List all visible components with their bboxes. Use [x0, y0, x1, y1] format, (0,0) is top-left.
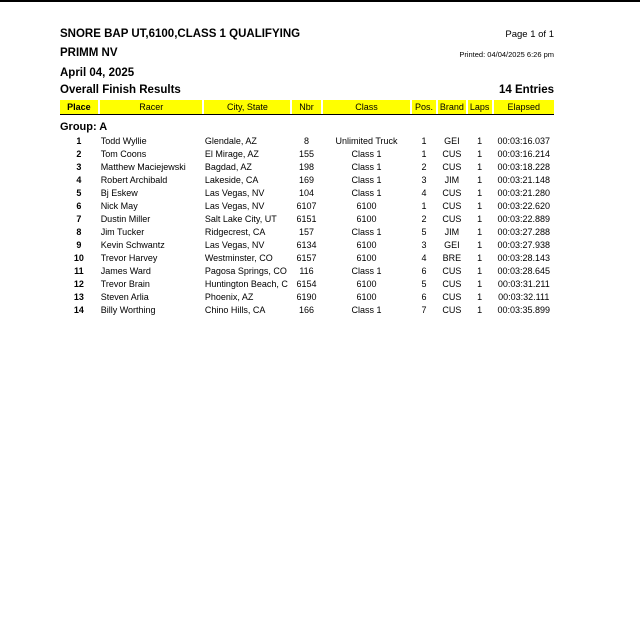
header-line-4	[60, 79, 554, 96]
cell-place: 12	[73, 279, 84, 289]
column-city-state: City, State	[204, 100, 290, 114]
cell-place: 14	[73, 305, 84, 315]
table-row	[60, 148, 554, 161]
cell-racer: Trevor Brain	[100, 279, 150, 289]
table-row	[60, 226, 554, 239]
cell-nbr: 8	[304, 136, 310, 146]
cell-elapsed: 00:03:35.899	[497, 305, 551, 315]
cell-pos: 5	[421, 227, 427, 237]
cell-laps: 1	[477, 227, 483, 237]
cell-nbr: 116	[299, 266, 314, 276]
cell-laps: 1	[477, 253, 483, 263]
cell-class: Class 1	[351, 227, 382, 237]
cell-brand: CUS	[442, 305, 462, 315]
cell-place: 2	[76, 149, 82, 159]
cell-racer: Tom Coons	[100, 149, 147, 159]
cell-laps: 1	[477, 188, 483, 198]
cell-nbr: 155	[298, 149, 315, 159]
column-class: Class	[323, 100, 410, 114]
cell-racer: Jim Tucker	[100, 227, 145, 237]
cell-racer: James Ward	[100, 266, 151, 276]
cell-class: Class 1	[351, 149, 382, 159]
column-pos: Pos.	[412, 100, 436, 114]
cell-city-state: Phoenix, AZ	[204, 292, 254, 302]
cell-city-state: Las Vegas, NV	[204, 240, 265, 250]
cell-racer: Trevor Harvey	[100, 253, 158, 263]
cell-city-state: Glendale, AZ	[204, 136, 257, 146]
cell-place: 5	[76, 188, 82, 198]
cell-racer: Matthew Maciejewski	[100, 162, 186, 172]
cell-pos: 6	[421, 292, 427, 302]
cell-class: 6100	[356, 201, 377, 211]
cell-laps: 1	[477, 201, 483, 211]
cell-place: 10	[73, 253, 84, 263]
cell-brand: GEI	[444, 136, 460, 146]
cell-nbr: 6134	[296, 240, 317, 250]
table-row	[60, 213, 554, 226]
cell-elapsed: 00:03:16.214	[497, 149, 551, 159]
cell-laps: 1	[477, 266, 483, 276]
cell-racer: Steven Arlia	[100, 292, 149, 302]
cell-place: 11	[74, 266, 84, 276]
cell-brand: CUS	[442, 214, 462, 224]
cell-elapsed: 00:03:18.228	[497, 162, 551, 172]
column-brand: Brand	[439, 102, 464, 112]
cell-nbr: 104	[298, 188, 315, 198]
cell-pos: 4	[421, 253, 427, 263]
cell-brand: CUS	[442, 149, 462, 159]
table-row	[60, 304, 554, 317]
table-row	[60, 187, 554, 200]
cell-place: 9	[76, 240, 82, 250]
cell-class: 6100	[356, 214, 377, 224]
column-racer: Racer	[100, 100, 202, 114]
header-line-3	[60, 59, 554, 79]
cell-city-state: Chino Hills, CA	[204, 305, 266, 315]
cell-pos: 1	[421, 149, 427, 159]
cell-nbr: 6107	[296, 201, 317, 211]
group-label: Group: A	[60, 121, 108, 133]
cell-racer: Bj Eskew	[100, 188, 138, 198]
cell-elapsed: 00:03:28.645	[497, 266, 551, 276]
cell-elapsed: 00:03:28.143	[497, 253, 551, 263]
cell-class: 6100	[356, 279, 377, 289]
cell-laps: 1	[477, 240, 483, 250]
cell-elapsed: 00:03:21.280	[497, 188, 551, 198]
table-row	[60, 278, 554, 291]
cell-elapsed: 00:03:32.111	[498, 292, 550, 302]
cell-class: 6100	[356, 292, 377, 302]
event-title: SNORE BAP UT,6100,CLASS 1 QUALIFYING	[60, 28, 301, 40]
top-border	[0, 0, 640, 2]
event-date: April 04, 2025	[60, 67, 135, 79]
cell-elapsed: 00:03:21.148	[497, 175, 551, 185]
table-row	[60, 174, 554, 187]
cell-place: 4	[76, 175, 82, 185]
cell-racer: Kevin Schwantz	[100, 240, 165, 250]
cell-elapsed: 00:03:22.889	[497, 214, 551, 224]
cell-city-state: Huntington Beach, C	[204, 279, 288, 289]
cell-pos: 1	[421, 136, 427, 146]
cell-nbr: 157	[298, 227, 315, 237]
cell-city-state: Salt Lake City, UT	[204, 214, 277, 224]
column-header-row	[60, 100, 554, 115]
cell-brand: JIM	[444, 227, 460, 237]
cell-laps: 1	[477, 175, 483, 185]
cell-pos: 1	[421, 201, 427, 211]
cell-racer: Dustin Miller	[100, 214, 151, 224]
table-row	[60, 252, 554, 265]
table-row	[60, 239, 554, 252]
cell-brand: CUS	[442, 188, 462, 198]
cell-class: Unlimited Truck	[335, 136, 398, 146]
table-row	[60, 291, 554, 304]
cell-racer: Robert Archibald	[100, 175, 168, 185]
cell-elapsed: 00:03:31.211	[497, 279, 550, 289]
cell-nbr: 6190	[296, 292, 317, 302]
cell-city-state: Las Vegas, NV	[204, 201, 265, 211]
cell-brand: JIM	[444, 175, 460, 185]
cell-class: Class 1	[351, 188, 382, 198]
cell-elapsed: 00:03:27.938	[497, 240, 551, 250]
cell-city-state: Pagosa Springs, CO	[204, 266, 287, 276]
cell-city-state: Bagdad, AZ	[204, 162, 252, 172]
cell-place: 1	[76, 136, 82, 146]
cell-place: 13	[73, 292, 84, 302]
cell-nbr: 166	[298, 305, 315, 315]
cell-laps: 1	[477, 162, 483, 172]
cell-brand: CUS	[442, 162, 462, 172]
entries-count: 14 Entries	[499, 84, 554, 96]
table-row	[60, 161, 554, 174]
column-place: Place	[60, 100, 98, 114]
cell-city-state: Ridgecrest, CA	[204, 227, 266, 237]
column-elapsed: Elapsed	[494, 100, 554, 114]
cell-city-state: El Mirage, AZ	[204, 149, 259, 159]
cell-city-state: Westminster, CO	[204, 253, 273, 263]
cell-laps: 1	[477, 292, 483, 302]
cell-pos: 5	[421, 279, 427, 289]
cell-nbr: 6154	[296, 279, 317, 289]
cell-brand: CUS	[442, 292, 462, 302]
results-rows	[60, 135, 554, 317]
cell-elapsed: 00:03:27.288	[497, 227, 551, 237]
cell-nbr: 198	[298, 162, 315, 172]
column-nbr: Nbr	[292, 100, 321, 114]
cell-laps: 1	[477, 214, 483, 224]
cell-class: Class 1	[351, 162, 382, 172]
cell-nbr: 169	[298, 175, 315, 185]
printed-timestamp: Printed: 04/04/2025 6:26 pm	[459, 50, 554, 59]
table-row	[60, 265, 554, 278]
cell-pos: 4	[421, 188, 427, 198]
cell-city-state: Las Vegas, NV	[204, 188, 265, 198]
cell-laps: 1	[477, 149, 483, 159]
cell-brand: CUS	[442, 201, 462, 211]
cell-pos: 2	[421, 214, 427, 224]
cell-laps: 1	[477, 279, 483, 289]
cell-class: 6100	[356, 253, 377, 263]
cell-place: 8	[76, 227, 82, 237]
cell-place: 3	[76, 162, 82, 172]
cell-class: Class 1	[351, 305, 382, 315]
cell-pos: 7	[421, 305, 427, 315]
results-title: Overall Finish Results	[60, 84, 181, 96]
cell-elapsed: 00:03:22.620	[497, 201, 551, 211]
cell-brand: CUS	[442, 266, 462, 276]
cell-brand: CUS	[442, 279, 462, 289]
cell-laps: 1	[477, 136, 483, 146]
cell-pos: 3	[421, 240, 427, 250]
cell-brand: GEI	[444, 240, 460, 250]
column-laps: Laps	[468, 100, 492, 114]
cell-place: 7	[76, 214, 82, 224]
cell-racer: Billy Worthing	[100, 305, 156, 315]
cell-elapsed: 00:03:16.037	[497, 136, 551, 146]
table-row	[60, 200, 554, 213]
cell-pos: 3	[421, 175, 427, 185]
header-line-2	[60, 40, 554, 59]
results-document	[60, 22, 554, 317]
cell-laps: 1	[477, 305, 483, 315]
page-info: Page 1 of 1	[505, 29, 554, 40]
cell-pos: 6	[421, 266, 427, 276]
cell-pos: 2	[421, 162, 427, 172]
cell-racer: Todd Wyllie	[100, 136, 147, 146]
cell-class: 6100	[356, 240, 377, 250]
cell-class: Class 1	[351, 266, 382, 276]
cell-class: Class 1	[351, 175, 382, 185]
cell-brand: BRE	[442, 253, 462, 263]
cell-nbr: 6157	[296, 253, 317, 263]
cell-place: 6	[76, 201, 82, 211]
cell-racer: Nick May	[100, 201, 138, 211]
cell-nbr: 6151	[296, 214, 317, 224]
event-location: PRIMM NV	[60, 47, 118, 59]
table-row	[60, 135, 554, 148]
cell-city-state: Lakeside, CA	[204, 175, 259, 185]
header-line-1	[60, 22, 554, 40]
